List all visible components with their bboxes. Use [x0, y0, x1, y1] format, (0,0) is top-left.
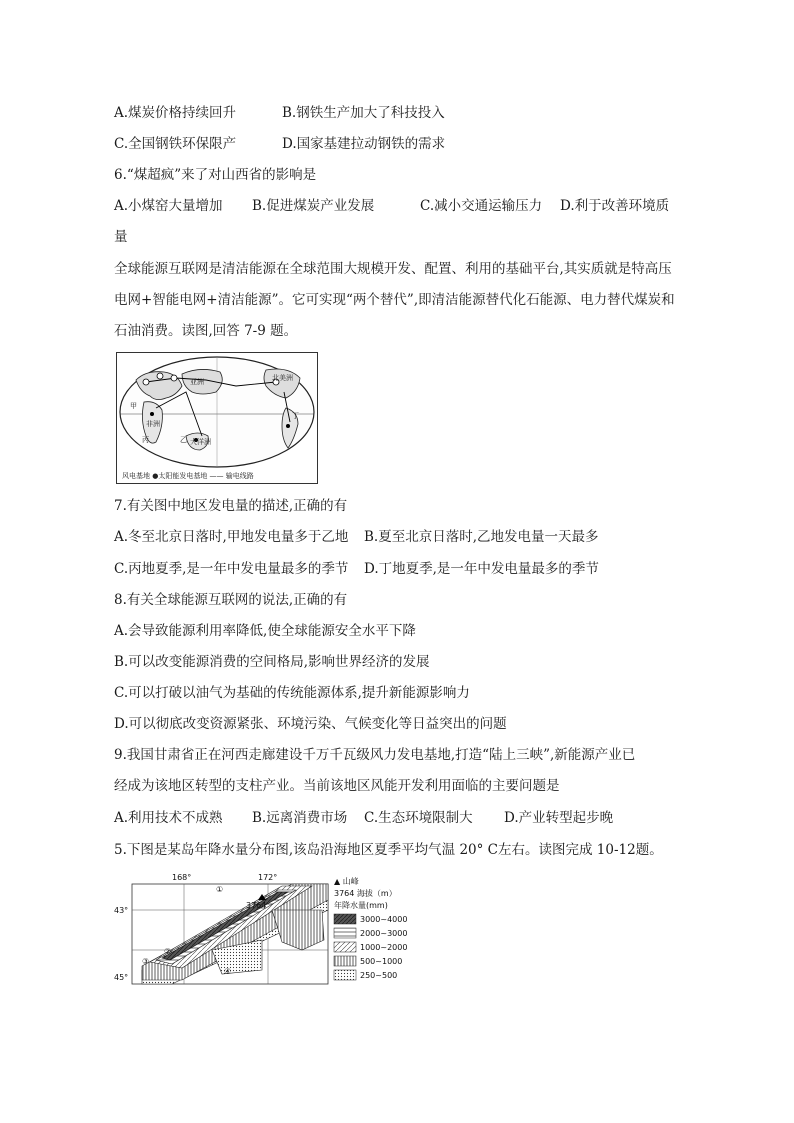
q7-option-d: D.丁地夏季,是一年中发电量最多的季节 — [364, 561, 599, 577]
rainfall-map — [112, 870, 412, 994]
q8-option-a: A.会导致能源利用率降低,使全球能源安全水平下降 — [114, 623, 416, 639]
q7-option-a: A.冬至北京日落时,甲地发电量多于乙地 — [114, 529, 349, 545]
q9-option-c: C.生态环境限制大 — [364, 810, 473, 826]
q9-option-b: B.远离消费市场 — [252, 810, 348, 826]
marker-3: ③ — [142, 957, 150, 966]
map-legend: 风电基地 ●太阳能发电基地 —— 输电线路 — [122, 472, 254, 480]
legend-item-4: 500~1000 — [360, 957, 403, 966]
q9-stem-line1: 9.我国甘肃省正在河西走廊建设千万千瓦级风力发电基地,打造“陆上三峡”,新能源产业已 — [114, 747, 636, 763]
q5-option-a: A.煤炭价格持续回升 — [114, 105, 237, 121]
legend-title: 年降水量(mm) — [334, 901, 388, 910]
peak-value: 3764 — [246, 901, 267, 910]
lat-label-45: 45° — [114, 973, 129, 982]
q6-option-d-continued: 量 — [114, 229, 128, 245]
q8-stem: 8.有关全球能源互联网的说法,正确的有 — [114, 592, 348, 608]
map-label-bing: 丙 — [142, 436, 149, 444]
q6-option-c: C.减小交通运输压力 — [420, 198, 543, 214]
marker-2: ② — [164, 947, 172, 956]
q5-option-d: D.国家基建拉动钢铁的需求 — [282, 136, 446, 152]
map-label-yi: 乙 — [180, 436, 187, 444]
map-label-africa: 非洲 — [146, 420, 160, 428]
q6-option-a: A.小煤窑大量增加 — [114, 198, 223, 214]
world-energy-map — [116, 352, 318, 484]
map-label-ding: 丁 — [292, 412, 299, 420]
legend-peak: ▲ 山峰 — [334, 877, 359, 886]
map-label-asia: 亚洲 — [190, 378, 204, 386]
q8-option-b: B.可以改变能源消费的空间格局,影响世界经济的发展 — [114, 654, 430, 670]
lon-label-172: 172° — [258, 873, 278, 882]
q10-stem: 5.下图是某岛年降水量分布图,该岛沿海地区夏季平均气温 20° C左右。读图完成 10-12题。 — [114, 842, 663, 858]
q9-option-d: D.产业转型起步晚 — [504, 810, 614, 826]
intro-paragraph: 全球能源互联网是清洁能源在全球范围大规模开发、配置、利用的基础平台,其实质就是特高压电网+智能电网+清洁能源”。它可实现“两个替代”,即清洁能源替代化石能源、电力替代煤炭和石油消费。读图,回答 7-9 题。 — [114, 261, 675, 339]
legend-item-5: 250~500 — [360, 971, 398, 980]
q5-option-c: C.全国钢铁环保限产 — [114, 136, 237, 152]
q6-option-d: D.利于改善环境质 — [560, 198, 670, 214]
q7-option-c: C.丙地夏季,是一年中发电量最多的季节 — [114, 561, 349, 577]
q6-stem: 6.“煤超疯”来了对山西省的影响是 — [114, 167, 317, 183]
map-label-jia: 甲 — [130, 402, 137, 410]
q7-stem: 7.有关图中地区发电量的描述,正确的有 — [114, 498, 348, 514]
map-label-oceania: 大洋洲 — [190, 438, 211, 446]
legend-item-3: 1000~2000 — [360, 943, 408, 952]
q5-option-b: B.钢铁生产加大了科技投入 — [282, 105, 445, 121]
legend-item-2: 2000~3000 — [360, 929, 408, 938]
q8-option-c: C.可以打破以油气为基础的传统能源体系,提升新能源影响力 — [114, 685, 470, 701]
q9-option-a: A.利用技术不成熟 — [114, 810, 223, 826]
lat-label-43: 43° — [114, 906, 129, 915]
q8-option-d: D.可以彻底改变资源紧张、环境污染、气候变化等日益突出的问题 — [114, 716, 507, 732]
legend-item-1: 3000~4000 — [360, 915, 408, 924]
q6-option-b: B.促进煤炭产业发展 — [252, 198, 375, 214]
map-label-north-america: 北美洲 — [272, 374, 293, 382]
legend-elevation: 3764 海拔（m） — [334, 889, 397, 898]
marker-4: ④ — [224, 967, 232, 976]
marker-1: ① — [216, 885, 224, 894]
q9-stem-line2: 经成为该地区转型的支柱产业。当前该地区风能开发利用面临的主要问题是 — [114, 778, 560, 794]
lon-label-168: 168° — [172, 873, 192, 882]
q7-option-b: B.夏至北京日落时,乙地发电量一天最多 — [364, 529, 599, 545]
